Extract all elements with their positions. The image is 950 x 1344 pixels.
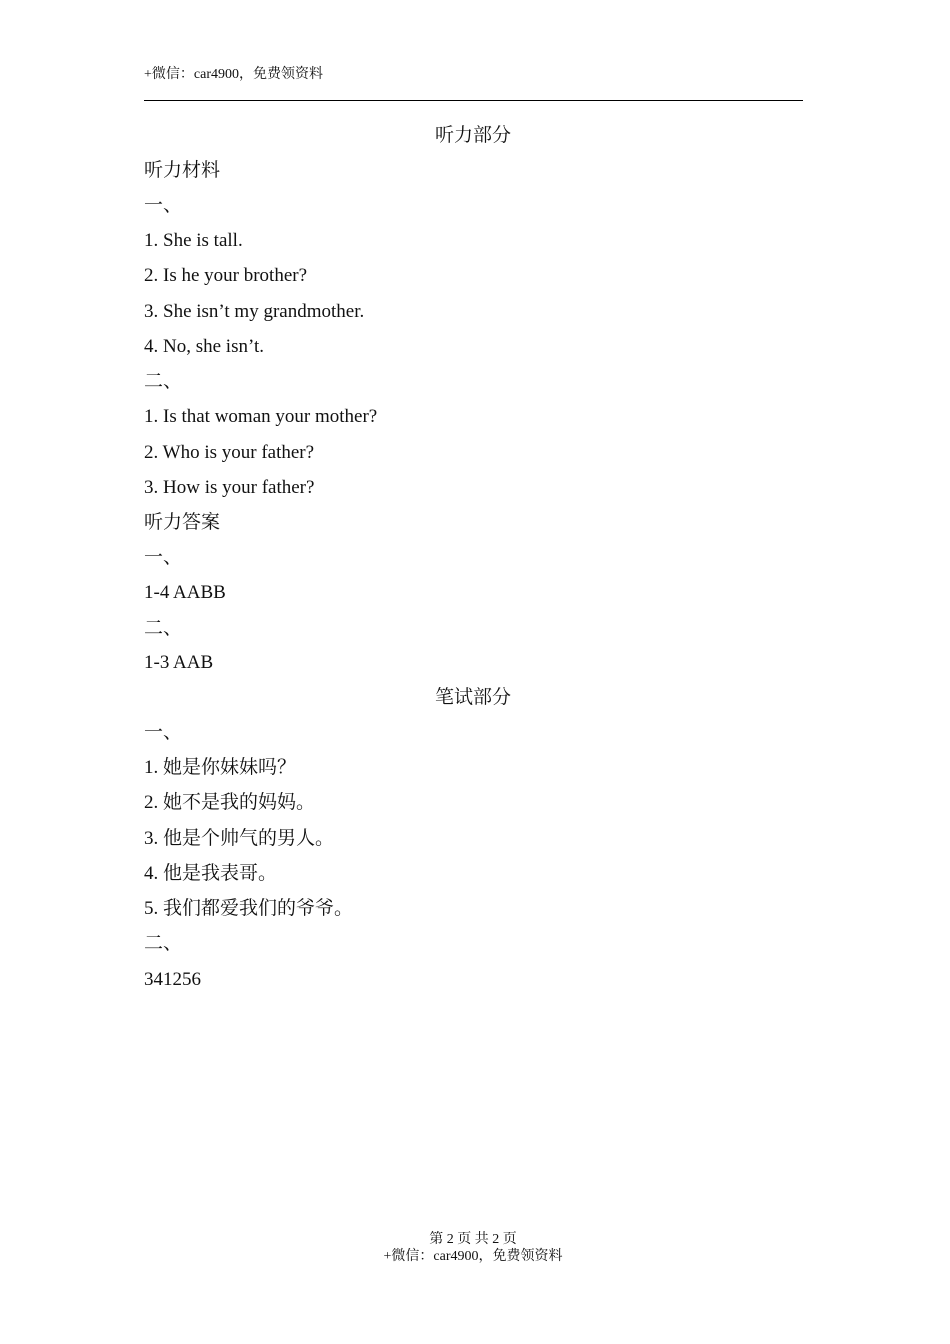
listening-answer1-label: 一、 [144,547,183,568]
listening-part2-item: 2. Who is your father? [144,442,315,463]
listening-part2-item: 3. How is your father? [144,477,315,498]
listening-part2-item: 1. Is that woman your mother? [144,406,378,427]
listening-answer2-label: 二、 [144,618,183,639]
listening-answer-heading: 听力答案 [144,512,221,533]
listening-part1-item: 1. She is tall. [144,230,243,251]
written-part2-value: 341256 [144,969,201,990]
listening-answer1-value: 1-4 AABB [144,582,226,603]
written-part1-item: 4. 他是我表哥。 [144,863,278,884]
page-number: 第 2 页 共 2 页 [429,1232,517,1247]
written-part1-item: 2. 她不是我的妈妈。 [144,792,316,813]
listening-answer2-value: 1-3 AAB [144,652,214,673]
listening-part1-label: 一、 [144,195,183,216]
written-part1-item: 5. 我们都爱我们的爷爷。 [144,898,354,919]
written-section-title: 笔试部分 [434,687,511,708]
listening-part1-item: 4. No, she isn’t. [144,336,264,357]
header-contact-text: +微信：car4900，免费领资料 [144,67,323,82]
footer-contact-text: +微信：car4900，免费领资料 [383,1249,563,1264]
written-part1-label: 一、 [144,722,183,743]
written-part1-item: 3. 他是个帅气的男人。 [144,828,335,849]
listening-part2-label: 二、 [144,371,183,392]
listening-part1-item: 2. Is he your brother? [144,265,308,286]
written-part1-item: 1. 她是你妹妹吗？ [144,757,297,778]
written-part2-label: 二、 [144,933,183,954]
listening-part1-item: 3. She isn’t my grandmother. [144,301,365,322]
listening-section-title: 听力部分 [434,125,511,146]
header-divider [144,100,803,101]
listening-material-heading: 听力材料 [144,160,221,181]
